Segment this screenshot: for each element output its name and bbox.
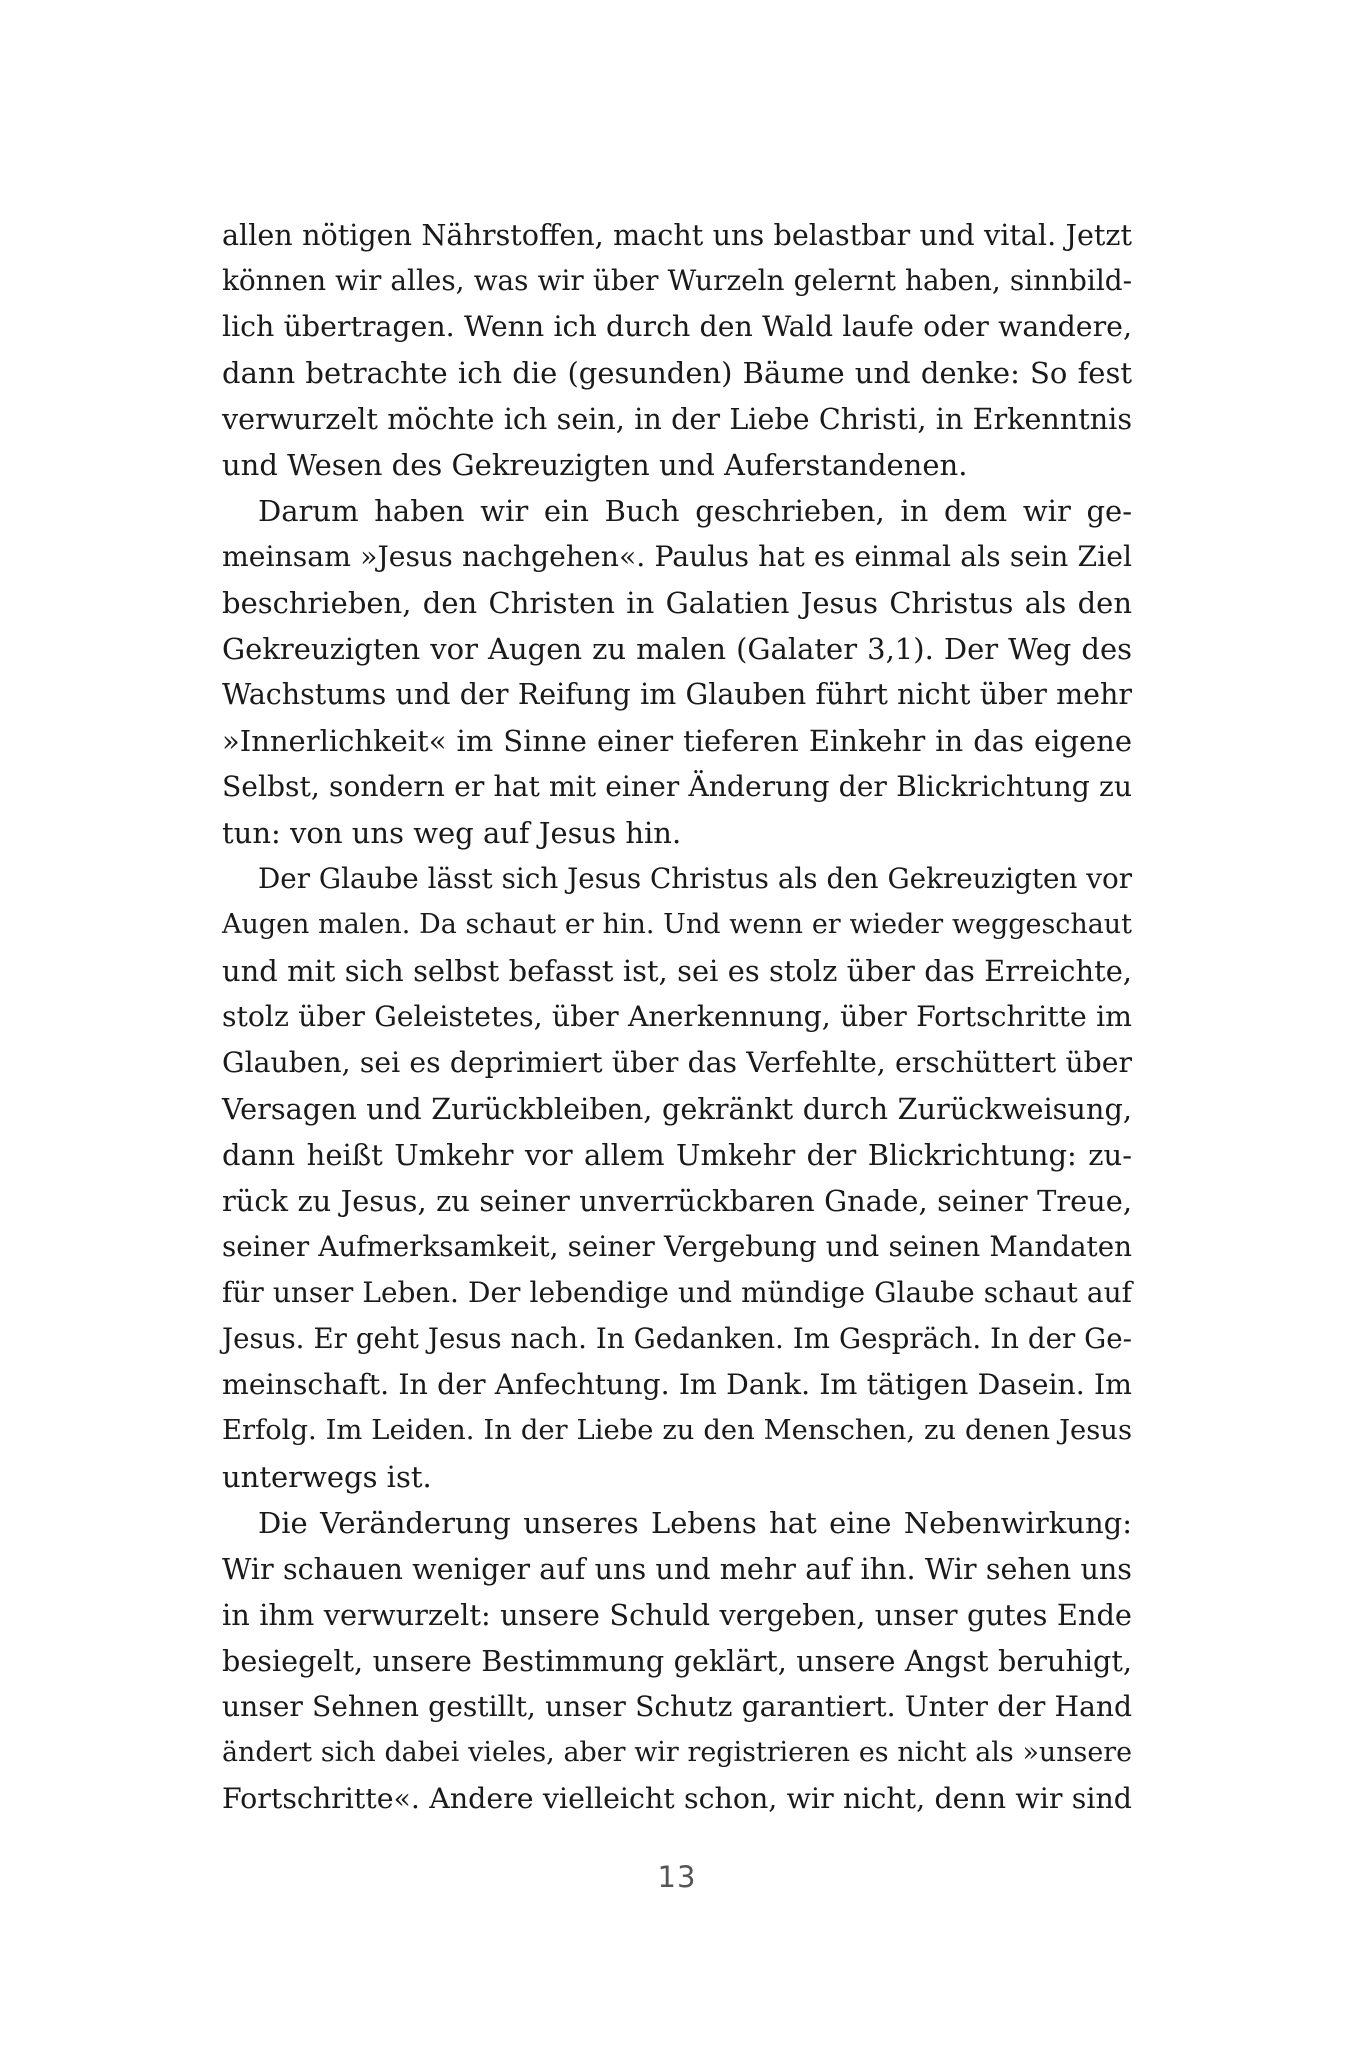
text-line: Augen malen. Da schaut er hin. Und wenn er wieder weggeschaut xyxy=(222,909,1132,940)
text-line: unterwegs ist. xyxy=(222,1460,432,1494)
text-line: allen nötigen Nährstoffen, macht uns belastbar und vital. Jetzt xyxy=(222,218,1132,252)
text-line: Darum haben wir ein Buch geschrieben, in dem wir ge- xyxy=(258,494,1132,528)
text-line: und mit sich selbst befasst ist, sei es stolz über das Erreichte, xyxy=(222,954,1132,988)
text-line: Glauben, sei es deprimiert über das Verfehlte, erschüttert über xyxy=(222,1046,1132,1079)
text-line: besiegelt, unsere Bestimmung geklärt, unsere Angst beruhigt, xyxy=(222,1644,1132,1678)
text-line: Wachstums und der Reifung im Glauben führt nicht über mehr xyxy=(222,678,1132,711)
text-line: ändert sich dabei vieles, aber wir registrieren es nicht als »unsere xyxy=(222,1737,1132,1768)
text-line: meinschaft. In der Anfechtung. Im Dank. Im tätigen Dasein. Im xyxy=(222,1368,1132,1401)
text-line: dann betrachte ich die (gesunden) Bäume und denke: So fest xyxy=(222,356,1132,390)
text-line: lich übertragen. Wenn ich durch den Wald laufe oder wandere, xyxy=(222,310,1132,343)
text-line: können wir alles, was wir über Wurzeln gelernt haben, sinnbild- xyxy=(222,264,1132,297)
text-line: meinsam »Jesus nachgehen«. Paulus hat es einmal als sein Ziel xyxy=(222,540,1132,573)
text-line: beschrieben, den Christen in Galatien Jesus Christus als den xyxy=(222,586,1132,620)
text-line: Wir schauen weniger auf uns und mehr auf ihn. Wir sehen uns xyxy=(222,1552,1132,1586)
text-line: Selbst, sondern er hat mit einer Änderung der Blickrichtung zu xyxy=(222,770,1132,803)
text-line: dann heißt Umkehr vor allem Umkehr der Blickrichtung: zu- xyxy=(222,1138,1132,1172)
text-line: Versagen und Zurückbleiben, gekränkt durch Zurückweisung, xyxy=(222,1092,1132,1126)
body-text xyxy=(222,212,1132,1822)
text-line: unser Sehnen gestillt, unser Schutz garantiert. Unter der Hand xyxy=(222,1690,1132,1723)
text-line: stolz über Geleistetes, über Anerkennung, über Fortschritte im xyxy=(222,1000,1132,1033)
text-line: seiner Aufmerksamkeit, seiner Vergebung und seinen Mandaten xyxy=(222,1230,1132,1263)
text-line: »Innerlichkeit« im Sinne einer tieferen Einkehr in das eigene xyxy=(222,724,1132,758)
text-line: Die Veränderung unseres Lebens hat eine Nebenwirkung: xyxy=(258,1506,1132,1540)
text-line: für unser Leben. Der lebendige und mündige Glaube schaut auf xyxy=(222,1276,1132,1309)
text-line: verwurzelt möchte ich sein, in der Liebe Christi, in Erkenntnis xyxy=(222,402,1132,436)
page-number: 13 xyxy=(657,1860,697,1894)
text-line: tun: von uns weg auf Jesus hin. xyxy=(222,816,682,850)
text-line: Jesus. Er geht Jesus nach. In Gedanken. Im Gespräch. In der Ge- xyxy=(222,1322,1132,1355)
text-line: Der Glaube lässt sich Jesus Christus als den Gekreuzigten vor xyxy=(258,862,1132,895)
text-line: Fortschritte«. Andere vielleicht schon, wir nicht, denn wir sind xyxy=(222,1782,1132,1815)
text-line: Gekreuzigten vor Augen zu malen (Galater 3,1). Der Weg des xyxy=(222,632,1132,666)
text-line: Erfolg. Im Leiden. In der Liebe zu den Menschen, zu denen Jesus xyxy=(222,1415,1132,1446)
text-line: und Wesen des Gekreuzigten und Auferstandenen. xyxy=(222,448,968,482)
text-line: rück zu Jesus, zu seiner unverrückbaren Gnade, seiner Treue, xyxy=(222,1184,1132,1218)
text-line: in ihm verwurzelt: unsere Schuld vergeben, unser gutes Ende xyxy=(222,1598,1132,1632)
